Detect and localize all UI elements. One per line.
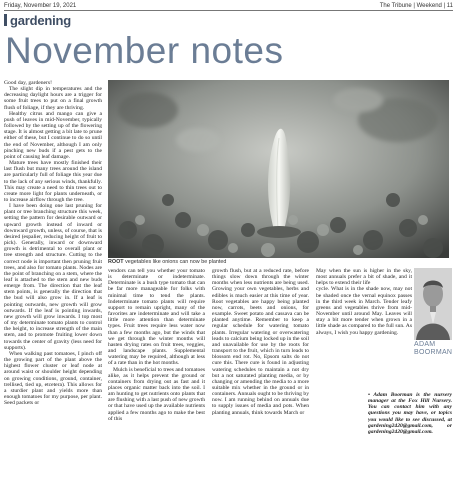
headline: November notes	[5, 30, 284, 71]
paragraph: I have been doing one last pruning for plant or tree branching structure this week, setting the pattern for desirable outward or upward growth instead of inward or downward growth, unless, of course, that is desired (espalier, reducing height of fruit to pick). Generally, inward or downward growth is detrimental to overall plant or tree strength and structure. Cutting to the correct node is important then pruning fruit trees, and also for tomato plants. Nodes are the point of branching on a stem, where the leaf is attached to the stem and new buds emerge from. The direction that the leaf stem points, is generally the direction that the bud will also grow in. If a leaf is pointing outwards, new growth will grow outwards. If the leaf is pointing inwards, new growth will grow inwards. I top most of my determinate tomato plants to control the height, to increase strength of the main stem, and to promote fruiting lower down towards the center of gravity (less need for supports).	[4, 203, 102, 351]
author-portrait-image	[414, 268, 452, 340]
paragraph: vendors can tell you whether your tomato is determinate or indeterminate. Determinate is a bush type tomato that can be far more manageable for folks with minimal time to tend the plants. Indeterminate tomato plants will require support to remain upright, many of the favorites are indeterminate and will take a little more attention than determinate types. Fruit trees require less water now than a few months ago, but the winds that we get through the winter months will hasten drying rates on fruit trees, veggies, and landscape plants. Supplemental watering may be required, although at less of a rate than in the hot months.	[108, 268, 205, 367]
article-column-1	[4, 80, 102, 480]
paragraph: Mature trees have mostly finished their last flush but many trees around the island are particularly full of foliage this year due to the lack of any serious winds, thankfully. This may create a need to thin trees out to create more light for plants underneath, or to increase airflow through the tree.	[4, 160, 102, 203]
author-last-name: BOORMAN	[414, 349, 453, 356]
article-column-3	[212, 268, 309, 480]
author-photo	[414, 268, 452, 340]
publication-info: The Tribune | Weekend | 11	[379, 2, 453, 9]
caption-text: vegetables like onions can now be planted	[123, 259, 227, 265]
paragraph: May when the sun is higher in the sky, most annuals prefer a bit of shade, and it helps to extend their life	[316, 268, 412, 287]
header-rule	[4, 10, 453, 11]
author-bio	[368, 392, 452, 480]
section-bar	[4, 14, 7, 26]
paragraph: growth flush, but at a reduced rate, before things slow down through the winter months when less nutrients are being used. Growing your own vegetables, herbs and edibles is much easier at this time of year. Root vegetables are happy being planted now, carrots, beets and onions, for example. Sweet potato and cassava can be planted anytime. Remember to keep a regular schedule for watering tomato plants. Irregular watering or overwatering leads to calcium being locked up in the soil and unavailable for use by the roots for transport to the fruit, which in turn leads to blossom end rot. No, Epsom salts do not cure this. There cure is found in adjusting watering schedules to maintain a not dry but a not saturated planting media, or by changing or amending the media to a more suitable mix whether in the ground or in containers. Annuals ought to be thriving by now. I am running behind on annuals due to supply issues of media and pots. When planting annuals, think towards March or	[212, 268, 309, 416]
author-name	[414, 341, 452, 357]
issue-date: Friday, November 19, 2021	[4, 2, 77, 9]
photo-caption	[108, 259, 449, 266]
author-first-name: ADAM	[414, 341, 436, 348]
article-column-2	[108, 268, 205, 480]
section-title: gardening	[10, 12, 72, 28]
paragraph: The slight dip in temperatures and the decreasing daylight hours are a trigger for some fruit trees to put on a final growth flush of foliage, if they are thriving.	[4, 86, 102, 111]
page-header	[4, 1, 453, 10]
paragraph: When walking past tomatoes, I pinch off the growing part of the plant above the highest flower cluster or leaf node at around waist or shoulder height depending on growing conditions, ground, container, trellised, tied up, etcetera). This allows for a sturdier plant and yields more than enough tomatoes for my purpose, per plant. Seed packets or	[4, 350, 102, 407]
author-bio-text: • Adam Boorman is the nursery manager at the Fox Hill Nursery. You can contact him with any questions you may have, or topics you would like to see discussed, at gardening2420@gmail.com, or gardening2420@gmail.com.	[368, 392, 452, 435]
onion-sprout-image	[108, 80, 449, 258]
paragraph: Good day, gardeners!	[4, 80, 52, 86]
section-label	[4, 13, 71, 27]
caption-label: ROOT	[108, 259, 124, 265]
article-photo	[108, 80, 449, 258]
paragraph: Mulch is beneficial to trees and tomatoes alike, as it helps prevent the ground or containers from drying out as fast and it places organic matter back into the soil. I am hunting to get nutrients onto plants that are flushing with a last push of new growth or that have used up the available nutrients applied a few months ago to make the best of this	[108, 366, 205, 422]
paragraph: Healthy citrus and mango can give a push of leaves in mid-November, typically followed by the setting up of the flowering stage. It is almost getting a bit late to prune either of these, but I continue to do so until the end of November, although I am only pinching new buds if a pest gets to the point of causing leaf damage.	[4, 110, 102, 160]
paragraph: cycle. What is in the shade now, may not be shaded once the vernal equinox passes in the third week in March. Tender leafy greens and vegetables thrive from mid-November until around May. Leaves will stay a bit more tender when grown in a little shade as compared to the full sun. As always, I wish you happy gardening.	[316, 286, 412, 336]
